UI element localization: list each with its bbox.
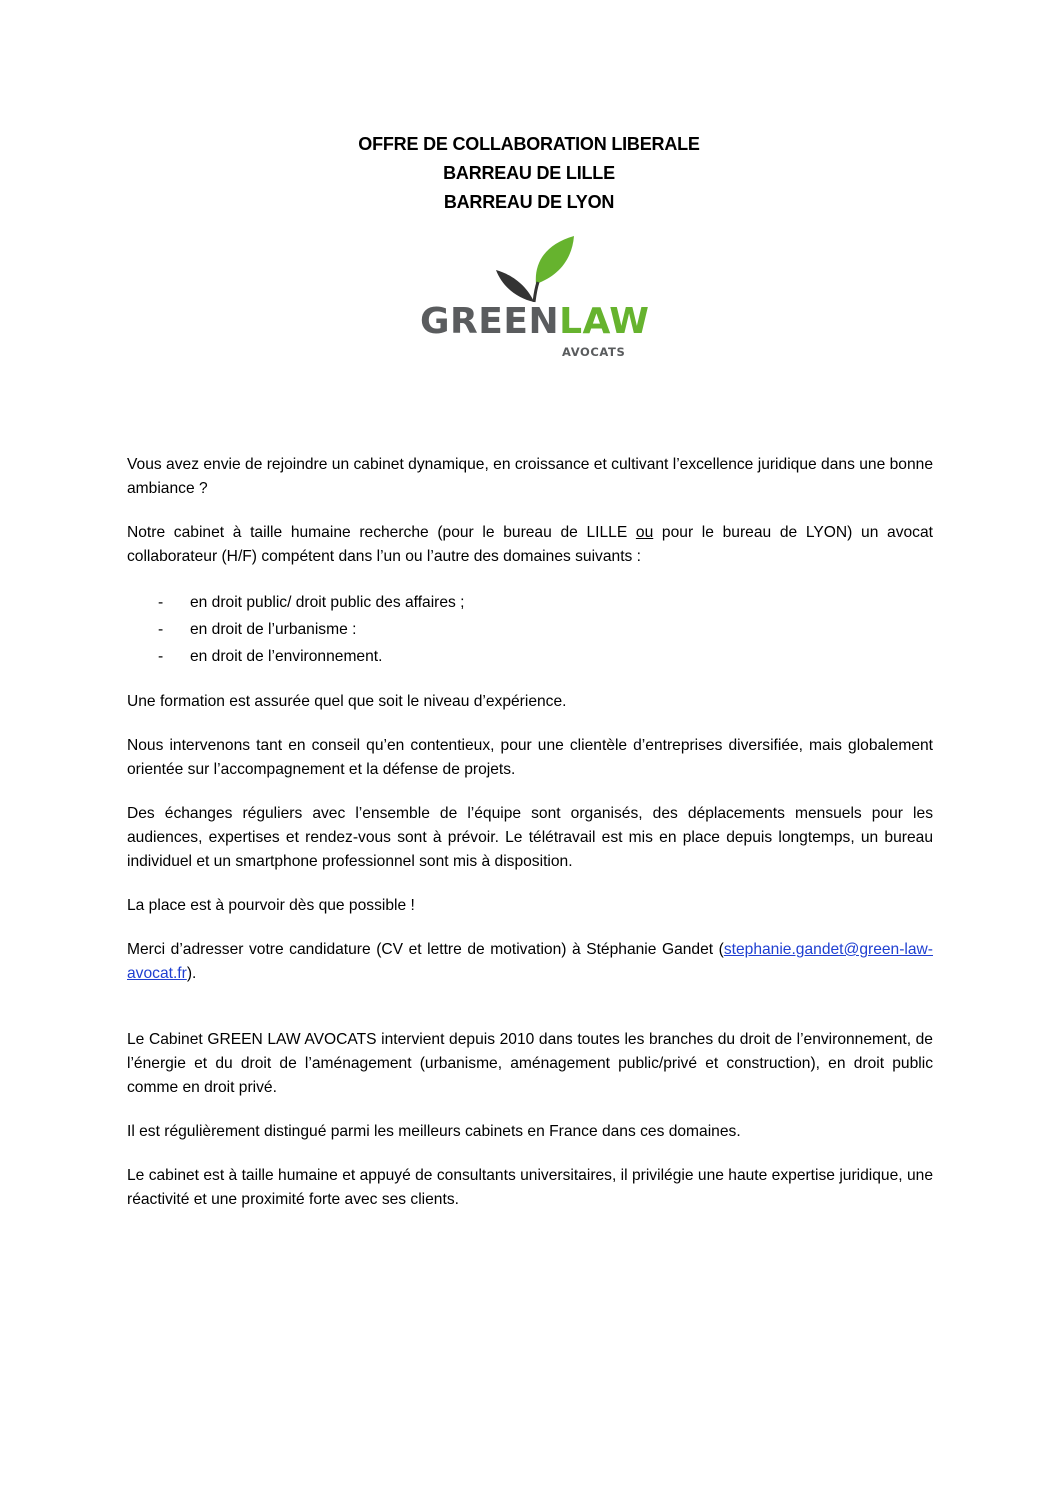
leaf-sprout-icon <box>496 232 576 304</box>
paragraph-taille-humaine: Le cabinet est à taille humaine et appuyé de consultants universitaires, il privilégie une haute expertise juridique, une réactivité et une proximité forte avec ses clients. <box>127 1167 933 1208</box>
logo-subtitle: AVOCATS <box>562 345 626 359</box>
paragraph-formation: Une formation est assurée quel que soit le niveau d’expérience. <box>127 693 567 710</box>
paragraph-recherche <box>127 521 933 569</box>
logo-word-green: GREEN <box>420 301 560 342</box>
paragraph-distingue: Il est régulièrement distingué parmi les meilleurs cabinets en France dans ces domaines. <box>127 1123 741 1140</box>
paragraph-cabinet: Le Cabinet GREEN LAW AVOCATS intervient depuis 2010 dans toutes les branches du droit de l’environnement, de l’énergie et du droit de l’aménagement (urbanisme, aménagement public/privé et construction), en droit public comme en droit privé. <box>127 1031 933 1096</box>
domains-list <box>127 589 933 670</box>
paragraph-candidature <box>127 938 933 986</box>
title-line-1: OFFRE DE COLLABORATION LIBERALE <box>358 134 700 154</box>
title-line-3: BARREAU DE LYON <box>443 192 615 212</box>
paragraph-intro: Vous avez envie de rejoindre un cabinet dynamique, en croissance et cultivant l’excellence juridique dans une bonne ambiance ? <box>127 456 933 497</box>
logo-word-law: LAW <box>559 301 650 342</box>
underlined-ou: ou <box>635 524 654 541</box>
document-body <box>127 453 933 1232</box>
list-item <box>127 589 933 616</box>
email-link[interactable]: stephanie.gandet@green-law-avocat.fr <box>127 941 933 982</box>
spacer <box>127 1006 933 1028</box>
paragraph-conseil: Nous intervenons tant en conseil qu’en contentieux, pour une clientèle d’entreprises diversifiée, mais globalement orientée sur l’accompagnement et la défense de projets. <box>127 737 933 778</box>
list-item-text: en droit de l’urbanisme : <box>190 621 357 638</box>
greenlaw-logo <box>420 232 650 364</box>
list-item-text: en droit public/ droit public des affaires ; <box>190 594 465 611</box>
paragraph-recherche-start: Notre cabinet à taille humaine recherche (pour le bureau de LILLE <box>127 524 636 541</box>
list-marker: - <box>158 594 164 611</box>
list-item <box>127 643 933 670</box>
paragraph-echanges: Des échanges réguliers avec l’ensemble de l’équipe sont organisés, des déplacements mensuels pour les audiences, expertises et rendez-vous sont à prévoir. Le télétravail est mis en place depuis longtemps, un bureau individuel et un smartphone professionnel sont mis à disposition. <box>127 805 933 870</box>
paragraph-recherche-end: pour le bureau de LYON) un avocat collaborateur (H/F) compétent dans l’un ou l’autre des domaines suivants : <box>127 524 933 565</box>
list-marker: - <box>158 648 164 665</box>
document-header <box>0 130 1058 217</box>
list-marker: - <box>158 621 164 638</box>
paragraph-candidature-end: ). <box>186 965 197 982</box>
list-item-text: en droit de l’environnement. <box>190 648 383 665</box>
logo-wordmark <box>420 300 650 344</box>
paragraph-candidature-start: Merci d’adresser votre candidature (CV et lettre de motivation) à Stéphanie Gandet ( <box>127 941 724 958</box>
paragraph-place: La place est à pourvoir dès que possible ! <box>127 897 415 914</box>
title-line-2: BARREAU DE LILLE <box>443 163 615 183</box>
list-item <box>127 616 933 643</box>
